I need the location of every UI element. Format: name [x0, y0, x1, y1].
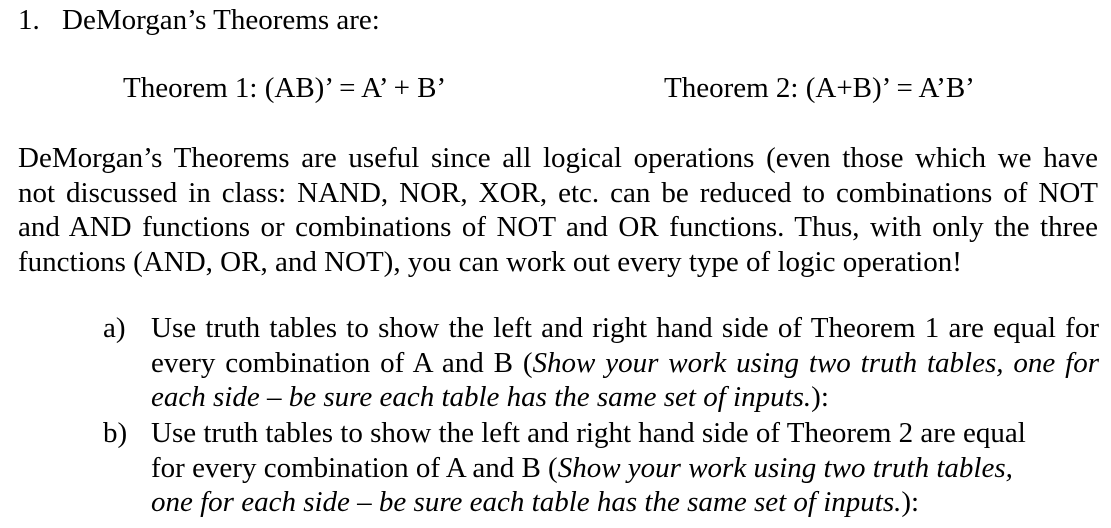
part-b-line-3	[151, 485, 1099, 520]
part-b-line-1: Use truth tables to show the left and right hand side of Theorem 2 are equal	[151, 417, 1026, 449]
explanation-paragraph	[18, 141, 1098, 279]
theorem-1: Theorem 1: (AB)’ = A’ + B’	[123, 72, 447, 104]
paragraph-line: DeMorgan’s Theorems are useful since all logical operations (even those which we have	[18, 142, 1098, 174]
question-heading	[18, 2, 380, 38]
paragraph-line: functions (AND, OR, and NOT), you can work out every type of logic operation!	[18, 245, 962, 278]
part-a-line-2	[151, 346, 1099, 381]
question-number: 1.	[18, 4, 40, 36]
part-b-marker: b)	[103, 417, 128, 449]
part-a-line-3-italic: each side – be sure each table has the same set of inputs.	[151, 381, 812, 413]
paragraph-line: and AND functions or combinations of NOT and OR functions. Thus, with only the three	[18, 211, 1098, 243]
part-a-line-3	[151, 380, 1099, 415]
part-a-line-2-italic: Show your work using two truth tables, one for	[532, 346, 1099, 379]
part-b-line-3-plain: ):	[901, 486, 920, 518]
part-a-line-2-plain: every combination of A and B (	[151, 346, 533, 379]
part-a-text	[151, 311, 1099, 415]
part-a-line-3-plain: ):	[811, 381, 829, 413]
question-title: DeMorgan’s Theorems are:	[62, 4, 380, 36]
part-b-line-2	[151, 451, 1099, 486]
part-b-line-2-plain: for every combination of A and B (	[151, 451, 558, 484]
theorem-2: Theorem 2: (A+B)’ = A’B’	[664, 72, 975, 104]
part-a-marker: a)	[103, 312, 126, 344]
part-a-line-1: Use truth tables to show the left and right hand side of Theorem 1 are equal for	[151, 312, 1099, 344]
part-b-line-3-italic: one for each side – be sure each table has the same set of inputs.	[151, 486, 902, 518]
paragraph-line: not discussed in class: NAND, NOR, XOR, etc. can be reduced to combinations of NOT	[18, 176, 1098, 209]
part-b-line-2-italic: Show your work using two truth tables,	[557, 451, 1013, 484]
part-b-text	[151, 416, 1099, 520]
